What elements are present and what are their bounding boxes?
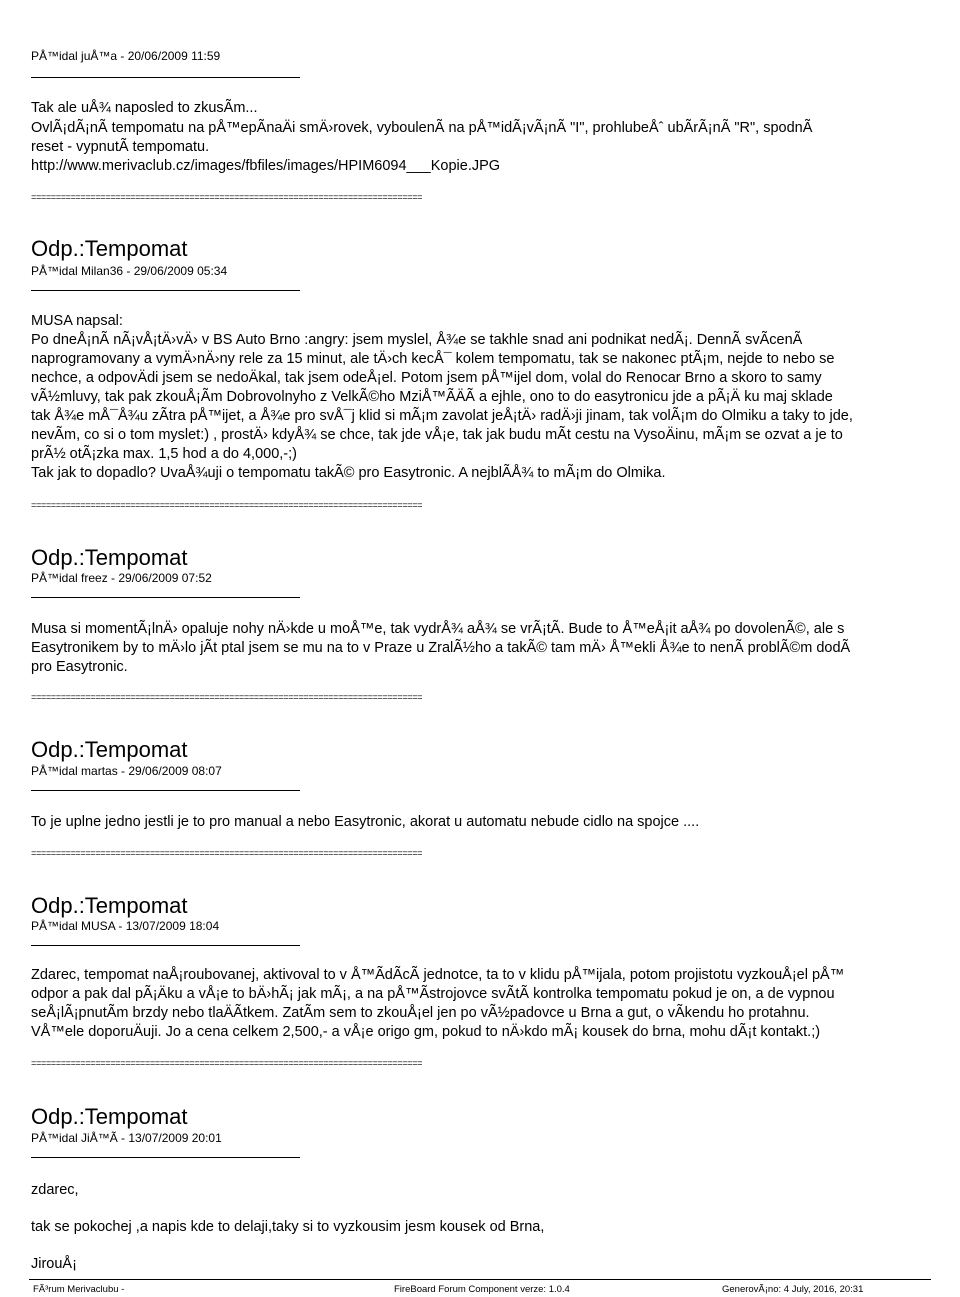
post-text-line: To je uplne jedno jestli je to pro manual a nebo Easytronic, akorat u automatu nebude cidlo na spojce .... [31,814,700,830]
post-text-line: JirouÅ¡ [31,1256,77,1272]
post-meta: PÅ™idal Milan36 - 29/06/2009 05:34 [31,264,228,278]
separator: =============================================================================== [31,849,423,859]
post-text-line: Zdarec, tempomat naÅ¡roubovanej, aktivoval to v Å™ÃdÃcÃ jednotce, ta to v klidu pÅ™ijala, potom projistotu vyzkouÅ¡el pÅ™ [31,967,845,983]
post-text-line: pro Easytronic. [31,659,128,675]
post-text-line: nechce, a odpovÄdi jsem se nedoÄkal, tak jsem odeÅ¡el. Potom jsem pÅ™ijel dom, volal do Renocar Brno a skoro to samy [31,370,822,386]
divider [31,77,300,78]
post-text-line: tak se pokochej ,a napis kde to delaji,taky si to vyzkousim jesm kousek od Brna, [31,1219,545,1235]
post-text-line: Easytronikem by to mÄ›lo jÃt ptal jsem se mu na to v Praze u ZralÃ½ho a takÃ© tam mÄ› Å™ekli Å¾e to nenÃ problÃ©m dodÃ [31,640,851,656]
separator: =============================================================================== [31,693,423,703]
separator: =============================================================================== [31,501,423,511]
divider [31,597,300,598]
post-text-line: VÅ™ele doporuÄuji. Jo a cena celkem 2,500,- a vÅ¡e origo gm, pokud to nÄ›kdo mÃ¡ kousek do brna, mohu dÃ¡t kontakt.;) [31,1024,821,1040]
post-heading: Odp.:Tempomat [31,236,188,261]
post-text-line: vÃ½mluvy, tak pak zkouÅ¡Ãm Dobrovolnyho z VelkÃ©ho MziÅ™ÃÄÃ a ejhle, ono to do easytronicu jde a pÃ¡Ä ku maj sklade [31,389,833,405]
divider [31,945,300,946]
separator: =============================================================================== [31,1059,423,1069]
post-heading: Odp.:Tempomat [31,545,188,570]
post-text-line: OvlÃ¡dÃ¡nÃ tempomatu na pÅ™epÃnaÄi smÄ›rovek, vyboulenÃ na pÅ™idÃ¡vÃ¡nÃ "I", prohlubeÅˆ ubÃrÃ¡nÃ "R", spodnÃ [31,120,813,136]
post-link[interactable]: http://www.merivaclub.cz/images/fbfiles/images/HPIM6094___Kopie.JPG [31,158,501,174]
post-text-line: Po dneÅ¡nÃ nÃ¡vÅ¡tÄ›vÄ› v BS Auto Brno :angry: jsem myslel, Å¾e se takhle snad ani podnikat nedÃ¡. DennÃ svÃcenÃ [31,332,803,348]
post-meta: PÅ™idal MUSA - 13/07/2009 18:04 [31,919,220,933]
post-text-line: seÅ¡lÃ¡pnutÃm brzdy nebo tlaÄÃtkem. ZatÃm sem to zkouÅ¡el jen po vÃ½padovce u Brna a gut, o vÃkendu ho protahnu. [31,1005,810,1021]
post-heading: Odp.:Tempomat [31,893,188,918]
post-heading: Odp.:Tempomat [31,1104,188,1129]
footer-site-name: FÃ³rum Merivaclubu - [33,1284,125,1295]
post-text-line: Tak ale uÅ¾ naposled to zkusÃm... [31,100,258,116]
divider [31,290,300,291]
post-text-line: tak Å¾e mÅ¯Å¾u zÃtra pÅ™ijet, a Å¾e pro svÅ¯j klid si mÃ¡m zavolat jeÅ¡tÄ› radÄ›ji jinam, tak volÃ¡m do Olmiku a taky to jde, [31,408,853,424]
post-text-line: odpor a pak dal pÃ¡Äku a vÅ¡e to bÄ›hÃ¡ jak mÃ¡, a na pÅ™Ãstrojovce svÃtÃ kontrolka tempomatu pokud je on, a de vypnou [31,986,835,1002]
divider [31,1157,300,1158]
footer-divider [29,1279,931,1280]
post-text-line: prÃ½ otÃ¡zka max. 1,5 hod a do 4,000,-;) [31,446,297,462]
post-text-line: nevÃm, co si o tom myslet:) , prostÄ› kdyÅ¾ se chce, tak jde vÅ¡e, tak jak budu mÃt cestu na VysoÄinu, mÃ¡m se ozvat a je to [31,427,843,443]
post-meta: PÅ™idal JiÅ™Ã - 13/07/2009 20:01 [31,1131,222,1145]
post-meta: PÅ™idal freez - 29/06/2009 07:52 [31,571,212,585]
post-heading: Odp.:Tempomat [31,737,188,762]
post-meta: PÅ™idal martas - 29/06/2009 08:07 [31,764,222,778]
footer-generated: GenerovÃ¡no: 4 July, 2016, 20:31 [722,1284,864,1295]
post-meta: PÅ™idal juÅ™a - 20/06/2009 11:59 [31,49,221,63]
separator: =============================================================================== [31,193,423,203]
post-text-line: Musa si momentÃ¡lnÄ› opaluje nohy nÄ›kde u moÅ™e, tak vydrÅ¾ aÅ¾ se vrÃ¡tÃ. Bude to Å™eÅ¡it aÅ¾ po dovolenÃ©, ale s [31,621,845,637]
post-text-line: Tak jak to dopadlo? UvaÅ¾uji o tempomatu takÃ© pro Easytronic. A nejblÃÅ¾ to mÃ¡m do Olmika. [31,465,666,481]
divider [31,790,300,791]
post-text-line: reset - vypnutÃ tempomatu. [31,139,210,155]
footer-component: FireBoard Forum Component verze: 1.0.4 [394,1284,570,1295]
post-text-line: zdarec, [31,1182,79,1198]
post-text-line: naprogramovany a vymÄ›nÄ›ny rele za 15 minut, ale tÄ›ch kecÅ¯ kolem tempomatu, tak se nakonec ptÃ¡m, nejde to nebo se [31,351,835,367]
quote-author: MUSA napsal: [31,313,123,329]
